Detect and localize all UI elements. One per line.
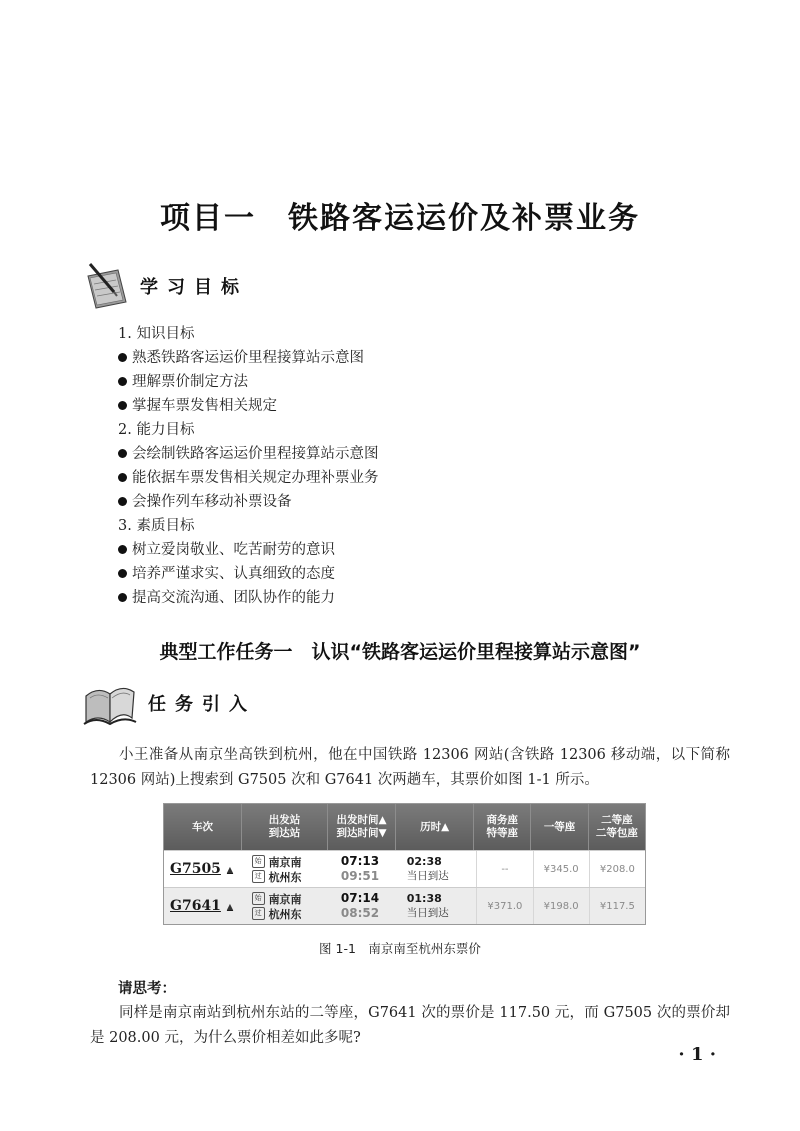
to-station: 杭州东 bbox=[268, 870, 302, 884]
train-number-link[interactable]: G7505 ▲ bbox=[170, 861, 234, 877]
to-station: 杭州东 bbox=[268, 907, 302, 921]
intro-paragraph: 小王准备从南京坐高铁到杭州，他在中国铁路 12306 网站(含铁路 12306 移动端，以下简称 12306 网站)上搜索到 G7505 次和 G7641 次两趟车，其票价如图 1-1 所示。 bbox=[90, 747, 730, 788]
pass-tag-icon: 过 bbox=[252, 907, 265, 920]
table-row bbox=[164, 887, 645, 924]
arrive-time: 08:52 bbox=[340, 906, 380, 920]
time-cell bbox=[335, 888, 401, 924]
arrive-day: 当日到达 bbox=[406, 907, 449, 919]
objective-bullet: 掌握车票发售相关规定 bbox=[118, 394, 738, 418]
learning-goals-header bbox=[84, 262, 248, 310]
duration: 02:38 bbox=[406, 855, 442, 868]
header-first: 一等座 bbox=[531, 804, 588, 850]
origin-tag-icon: 始 bbox=[252, 855, 265, 868]
price-second[interactable]: ¥117.5 bbox=[589, 888, 645, 924]
pass-tag-icon: 过 bbox=[252, 870, 265, 883]
objective-bullet: 培养严谨求实、认真细致的态度 bbox=[118, 562, 738, 586]
depart-time: 07:14 bbox=[340, 891, 380, 905]
table-header bbox=[164, 804, 645, 850]
objective-bullet: 树立爱岗敬业、吃苦耐劳的意识 bbox=[118, 538, 738, 562]
price-second[interactable]: ¥208.0 bbox=[589, 851, 645, 887]
train-number-link[interactable]: G7641 ▲ bbox=[170, 898, 234, 914]
objective-bullet: 会操作列车移动补票设备 bbox=[118, 490, 738, 514]
duration-cell bbox=[401, 888, 477, 924]
task-title: 典型工作任务一 认识“铁路客运运价里程接算站示意图” bbox=[159, 641, 641, 663]
header-station[interactable]: 出发站 到达站 bbox=[242, 804, 328, 850]
price-business[interactable]: -- bbox=[476, 851, 532, 887]
learning-goals-heading: 学习目标 bbox=[140, 277, 248, 298]
chapter-title: 项目一 铁路客运运价及补票业务 bbox=[160, 201, 640, 236]
think-label: 请思考： bbox=[118, 981, 176, 997]
objectives-list bbox=[118, 322, 738, 610]
duration-cell bbox=[401, 851, 477, 887]
time-cell bbox=[335, 851, 401, 887]
price-first[interactable]: ¥345.0 bbox=[533, 851, 589, 887]
station-cell bbox=[246, 851, 335, 887]
objective-bullet: 提高交流沟通、团队协作的能力 bbox=[118, 586, 738, 610]
duration: 01:38 bbox=[406, 892, 442, 905]
header-business: 商务座 特等座 bbox=[474, 804, 531, 850]
objective-line: 3. 素质目标 bbox=[118, 518, 195, 534]
objective-bullet: 能依据车票发售相关规定办理补票业务 bbox=[118, 466, 738, 490]
objective-bullet: 熟悉铁路客运运价里程接算站示意图 bbox=[118, 346, 738, 370]
notepad-pen-icon bbox=[84, 262, 134, 310]
header-time[interactable]: 出发时间▲ 到达时间▼ bbox=[328, 804, 396, 850]
header-train[interactable]: 车次 bbox=[164, 804, 242, 850]
task-intro-header bbox=[82, 680, 256, 726]
objective-bullet: 理解票价制定方法 bbox=[118, 370, 738, 394]
page-number: · 1 · bbox=[678, 1044, 716, 1065]
arrive-day: 当日到达 bbox=[406, 870, 449, 882]
origin-tag-icon: 始 bbox=[252, 892, 265, 905]
think-paragraph: 同样是南京南站到杭州东站的二等座，G7641 次的票价是 117.50 元，而 G7505 次的票价却是 208.00 元，为什么票价相差如此多呢? bbox=[90, 1005, 730, 1046]
price-business[interactable]: ¥371.0 bbox=[476, 888, 532, 924]
figure-caption: 图 1-1 南京南至杭州东票价 bbox=[319, 941, 481, 956]
objective-line: 2. 能力目标 bbox=[118, 422, 195, 438]
expand-caret-icon[interactable]: ▲ bbox=[226, 864, 234, 874]
open-book-icon bbox=[82, 680, 138, 726]
from-station: 南京南 bbox=[268, 892, 302, 906]
header-second: 二等座 二等包座 bbox=[595, 814, 638, 839]
header-duration[interactable]: 历时▲ bbox=[396, 804, 474, 850]
objective-bullet: 会绘制铁路客运运价里程接算站示意图 bbox=[118, 442, 738, 466]
depart-time: 07:13 bbox=[340, 854, 380, 868]
table-row bbox=[164, 850, 645, 887]
from-station: 南京南 bbox=[268, 855, 302, 869]
expand-caret-icon[interactable]: ▲ bbox=[226, 901, 234, 911]
ticket-table bbox=[163, 803, 646, 925]
task-intro-heading: 任务引入 bbox=[148, 694, 256, 715]
arrive-time: 09:51 bbox=[340, 869, 380, 883]
station-cell bbox=[246, 888, 335, 924]
price-first[interactable]: ¥198.0 bbox=[533, 888, 589, 924]
objective-line: 1. 知识目标 bbox=[118, 326, 195, 342]
